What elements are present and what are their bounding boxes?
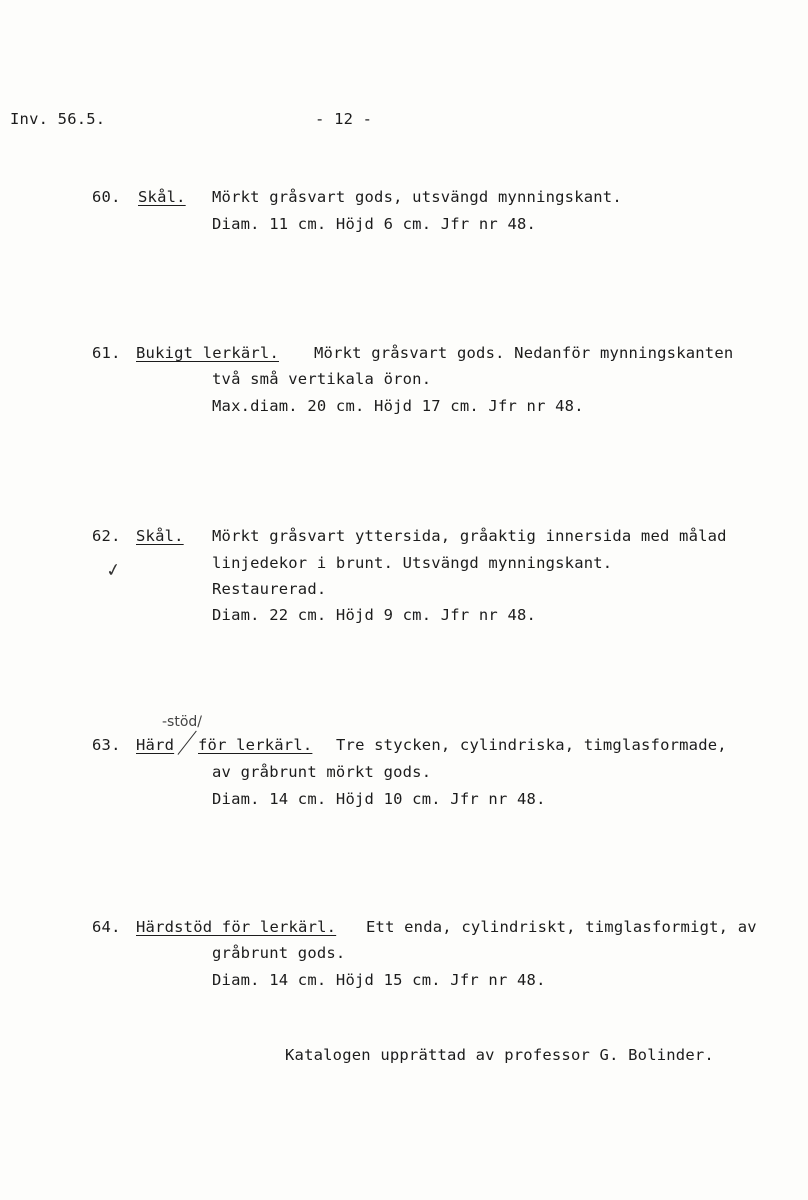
entry-61-number: 61.	[92, 344, 121, 362]
entry-61-title: Bukigt lerkärl.	[136, 344, 279, 362]
handwritten-correction: -stöd/	[162, 714, 203, 730]
entry-64-title: Härdstöd för lerkärl.	[136, 918, 337, 936]
catalog-signature: Katalogen upprättad av professor G. Bolinder.	[285, 1046, 714, 1064]
entry-61-line-1: Mörkt gråsvart gods. Nedanför mynningskanten	[314, 344, 734, 362]
entry-62-line-4: Diam. 22 cm. Höjd 9 cm. Jfr nr 48.	[212, 606, 537, 624]
entry-64-line-2: gråbrunt gods.	[212, 944, 346, 962]
entry-60-line-2: Diam. 11 cm. Höjd 6 cm. Jfr nr 48.	[212, 215, 537, 233]
check-mark-icon: ✓	[104, 558, 123, 583]
entry-64-number: 64.	[92, 918, 121, 936]
strike-slash	[177, 731, 196, 755]
entry-61-line-2: två små vertikala öron.	[212, 370, 432, 388]
entry-63-title-part-1: Härd	[136, 736, 175, 754]
entry-63-number: 63.	[92, 736, 121, 754]
inventory-ref: Inv. 56.5.	[10, 110, 106, 128]
entry-64-line-1: Ett enda, cylindriskt, timglasformigt, av	[366, 918, 757, 936]
entry-64-line-3: Diam. 14 cm. Höjd 15 cm. Jfr nr 48.	[212, 971, 546, 989]
entry-62-title: Skål.	[136, 527, 184, 545]
entry-63-title-part-2: för lerkärl.	[198, 736, 313, 754]
entry-60-number: 60.	[92, 188, 121, 206]
entry-62-line-2: linjedekor i brunt. Utsvängd mynningskant.	[212, 554, 613, 572]
entry-60-line-1: Mörkt gråsvart gods, utsvängd mynningskant.	[212, 188, 622, 206]
entry-63-line-2: av gråbrunt mörkt gods.	[212, 763, 432, 781]
entry-62-line-1: Mörkt gråsvart yttersida, gråaktig innersida med målad	[212, 527, 727, 545]
entry-60-title: Skål.	[138, 188, 186, 206]
entry-63-line-1: Tre stycken, cylindriska, timglasformade,	[336, 736, 727, 754]
entry-62-number: 62.	[92, 527, 121, 545]
entry-61-line-3: Max.diam. 20 cm. Höjd 17 cm. Jfr nr 48.	[212, 397, 584, 415]
entry-62-line-3: Restaurerad.	[212, 580, 327, 598]
entry-63-line-3: Diam. 14 cm. Höjd 10 cm. Jfr nr 48.	[212, 790, 546, 808]
page-number: - 12 -	[315, 110, 373, 128]
